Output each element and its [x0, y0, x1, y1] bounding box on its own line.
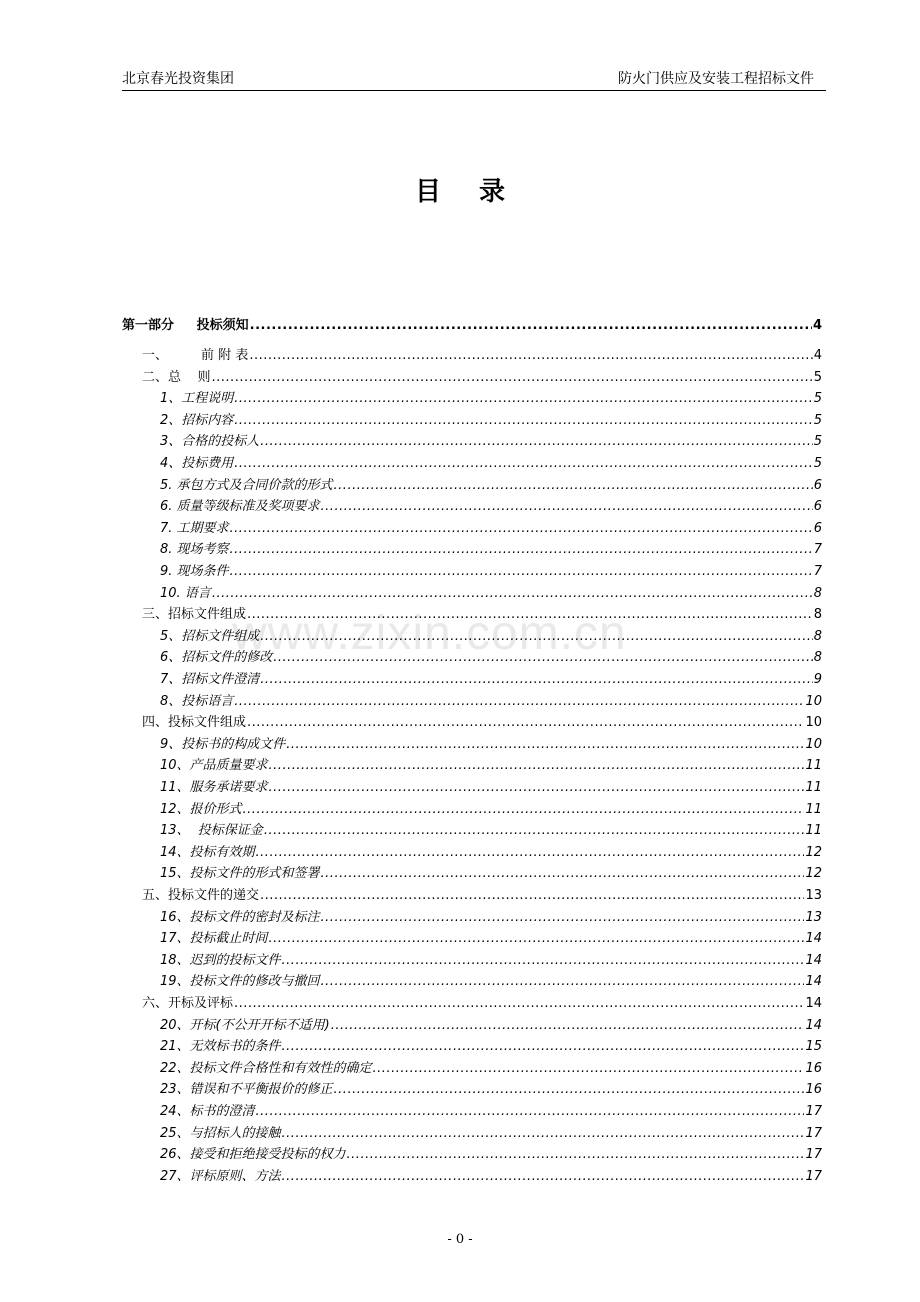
toc-entry[interactable]	[160, 733, 822, 753]
toc-entry[interactable]	[142, 366, 822, 386]
toc-entry-label: 22、投标文件合格性和有效性的确定	[160, 1060, 372, 1076]
toc-entry-label: 12、报价形式	[160, 801, 242, 817]
page-header	[122, 68, 826, 91]
toc-leader-dots	[249, 348, 812, 364]
toc-entry-label: 一、 前 附 表	[142, 348, 249, 363]
toc-leader-dots	[256, 845, 805, 861]
toc-leader-dots	[347, 1147, 805, 1163]
toc-leader-dots	[264, 823, 805, 839]
toc-leader-dots	[212, 586, 813, 602]
toc-leader-dots	[269, 758, 805, 774]
toc-entry-label: 26、接受和拒绝接受投标的权力	[160, 1147, 346, 1163]
toc-entry[interactable]	[160, 430, 822, 450]
toc-entry-page: 9	[813, 672, 822, 687]
toc-entry[interactable]	[160, 949, 822, 969]
toc-entry-page: 14	[805, 974, 822, 990]
toc-entry[interactable]	[160, 776, 822, 796]
toc-entry-label: 7. 工期要求	[160, 520, 229, 536]
toc-leader-dots	[234, 391, 812, 407]
toc-entry-label: 19、投标文件的修改与撤回	[160, 974, 320, 990]
toc-entry[interactable]	[160, 495, 822, 515]
toc-entry-page: 11	[805, 758, 822, 774]
toc-leader-dots	[373, 1061, 805, 1077]
toc-entry[interactable]	[160, 668, 822, 688]
toc-entry-page: 14	[805, 1017, 822, 1033]
toc-entry-label: 8. 现场考察	[160, 542, 229, 558]
toc-entry-page: 6	[813, 499, 822, 515]
toc-leader-dots	[321, 910, 805, 926]
watermark: www.zixin.com.cn	[232, 607, 627, 660]
toc-entry-page: 14	[805, 996, 822, 1011]
toc-entry-label: 5、招标文件组成	[160, 628, 260, 644]
toc-entry[interactable]	[160, 409, 822, 429]
toc-entry-label: 二、总 则	[142, 369, 211, 385]
toc-entry-label: 9. 现场条件	[160, 564, 229, 579]
toc-entry[interactable]	[160, 1100, 822, 1120]
toc-leader-dots	[282, 1126, 805, 1142]
toc-entry-label: 21、无效标书的条件	[160, 1039, 281, 1055]
toc-entry-label: 5. 承包方式及合同价款的形式	[160, 477, 333, 493]
toc-entry[interactable]	[160, 862, 822, 882]
toc-entry[interactable]	[142, 711, 822, 731]
toc-leader-dots	[269, 780, 805, 796]
toc-entry-page: 11	[805, 801, 822, 817]
toc-entry-page: 4	[813, 348, 822, 363]
toc-entry-page: 14	[805, 952, 822, 968]
toc-entry[interactable]	[160, 474, 822, 494]
toc-entry-label: 11、服务承诺要求	[160, 780, 268, 795]
toc-entry-label: 8、投标语言	[160, 693, 234, 709]
toc-entry[interactable]	[160, 841, 822, 861]
toc-leader-dots	[234, 456, 812, 472]
toc-entry[interactable]	[160, 690, 822, 710]
page-number: - 0 -	[447, 1232, 473, 1247]
toc-entry-page: 5	[813, 456, 822, 471]
toc-entry[interactable]	[160, 387, 822, 407]
toc-entry[interactable]	[160, 1035, 822, 1055]
toc-entry-label: 14、投标有效期	[160, 844, 255, 860]
toc-entry-page: 15	[805, 1039, 822, 1055]
toc-leader-dots	[273, 650, 812, 666]
header-document-title: 防火门供应及安装工程招标文件	[618, 71, 814, 87]
toc-leader-dots	[247, 715, 804, 731]
toc-entry[interactable]	[160, 927, 822, 947]
toc-leader-dots	[230, 564, 813, 580]
toc-entry-label: 六、开标及评标	[142, 996, 234, 1011]
toc-entry-label: 6. 质量等级标准及奖项要求	[160, 499, 320, 515]
toc-leader-dots	[334, 1082, 805, 1098]
toc-entry-label: 10、产品质量要求	[160, 758, 268, 774]
toc-entry[interactable]	[160, 560, 822, 580]
toc-entry-page: 17	[805, 1104, 822, 1119]
toc-entry[interactable]	[142, 884, 822, 904]
toc-entry-label: 三、招标文件组成	[142, 607, 247, 623]
toc-entry[interactable]	[160, 819, 822, 839]
header-company: 北京春光投资集团	[122, 71, 234, 87]
toc-entry-label: 4、投标费用	[160, 456, 234, 471]
toc-entry[interactable]	[160, 754, 822, 774]
toc-entry[interactable]	[160, 906, 822, 926]
toc-entry-page: 12	[805, 866, 822, 882]
toc-entry-page: 7	[813, 564, 822, 579]
toc-leader-dots	[282, 1039, 805, 1055]
toc-entry[interactable]	[142, 603, 822, 623]
toc-entry[interactable]	[142, 992, 822, 1012]
toc-leader-dots	[260, 434, 812, 450]
toc-entry-label: 17、投标截止时间	[160, 931, 268, 947]
toc-entry-page: 6	[813, 477, 822, 493]
toc-entry-page: 7	[813, 542, 822, 558]
toc-entry-page: 17	[805, 1125, 822, 1141]
toc-leader-dots	[243, 802, 805, 818]
toc-leader-dots	[234, 996, 804, 1012]
toc-entry-page: 11	[805, 780, 822, 795]
toc-leader-dots	[260, 672, 812, 688]
toc-entry-page: 17	[805, 1168, 822, 1184]
toc-entry-label: 24、标书的澄清	[160, 1104, 255, 1119]
toc-entry[interactable]	[160, 1057, 822, 1077]
toc-entry[interactable]	[160, 1078, 822, 1098]
toc-entry-page: 8	[813, 585, 822, 601]
toc-entry-page: 16	[805, 1060, 822, 1076]
toc-leader-dots	[282, 1169, 805, 1185]
toc-entry[interactable]	[160, 452, 822, 472]
toc-leader-dots	[234, 413, 812, 429]
toc-entry[interactable]	[160, 1165, 822, 1185]
toc-entry-page: 8	[813, 628, 822, 644]
toc-entry-label: 2、招标内容	[160, 412, 234, 428]
toc-leader-dots	[321, 499, 813, 515]
toc-entry-label: 3、合格的投标人	[160, 434, 260, 450]
toc-entry-page: 4	[812, 318, 822, 333]
toc-entry-page: 5	[813, 412, 822, 428]
toc-entry-page: 11	[805, 823, 822, 839]
toc-entry-page: 13	[805, 888, 822, 903]
toc-entry-page: 5	[813, 391, 822, 407]
toc-leader-dots	[212, 370, 813, 386]
toc-entry-page: 13	[805, 909, 822, 925]
toc-leader-dots	[256, 1104, 805, 1120]
toc-entry-label: 6、招标文件的修改	[160, 650, 273, 666]
toc-entry-label: 23、错误和不平衡报价的修正	[160, 1082, 333, 1098]
toc-entry[interactable]	[122, 314, 822, 334]
toc-entry-label: 13、 投标保证金	[160, 823, 263, 839]
toc-entry-page: 8	[813, 607, 822, 623]
toc-entry-label: 15、投标文件的形式和签署	[160, 866, 320, 882]
toc-entry-page: 5	[813, 434, 822, 450]
toc-leader-dots	[250, 318, 812, 334]
toc-entry[interactable]	[160, 646, 822, 666]
toc-entry-label: 16、投标文件的密封及标注	[160, 909, 320, 925]
toc-entry-label: 27、评标原则、方法	[160, 1168, 281, 1184]
toc-entry[interactable]	[160, 625, 822, 645]
page-title: 目录	[414, 177, 543, 207]
toc-entry-page: 16	[805, 1082, 822, 1098]
toc-entry-page: 10	[805, 715, 822, 731]
toc-entry[interactable]	[160, 1014, 822, 1034]
toc-entry-label: 20、开标(不公开开标不适用)	[160, 1017, 330, 1033]
toc-leader-dots	[234, 694, 804, 710]
toc-entry-label: 18、迟到的投标文件	[160, 952, 281, 968]
toc-entry-page: 10	[805, 736, 822, 752]
toc-entry-page: 8	[813, 650, 822, 666]
toc-entry-label: 五、投标文件的递交	[142, 888, 260, 903]
toc-entry[interactable]	[160, 538, 822, 558]
toc-leader-dots	[282, 953, 805, 969]
toc-entry-page: 5	[813, 369, 822, 385]
toc-entry-label: 9、投标书的构成文件	[160, 736, 286, 752]
toc-entry[interactable]	[160, 582, 822, 602]
toc-entry-label: 10. 语言	[160, 585, 211, 601]
toc-leader-dots	[321, 974, 805, 990]
toc-entry-label: 四、投标文件组成	[142, 715, 247, 731]
toc-entry[interactable]	[160, 798, 822, 818]
toc-entry-page: 12	[805, 844, 822, 860]
toc-leader-dots	[331, 1018, 805, 1034]
toc-entry-label: 7、招标文件澄清	[160, 672, 260, 687]
toc-entry[interactable]	[160, 970, 822, 990]
toc-leader-dots	[286, 737, 804, 753]
toc-entry[interactable]	[160, 1143, 822, 1163]
toc-leader-dots	[334, 478, 813, 494]
toc-leader-dots	[321, 866, 805, 882]
toc-entry-page: 10	[805, 693, 822, 709]
toc-entry[interactable]	[142, 344, 822, 364]
toc-entry-page: 14	[805, 931, 822, 947]
toc-leader-dots	[230, 521, 813, 537]
toc-entry-page: 17	[805, 1147, 822, 1163]
toc-entry-label: 第一部分 投标须知	[122, 318, 249, 333]
toc-entry-page: 6	[813, 520, 822, 536]
toc-leader-dots	[230, 542, 813, 558]
toc-entry-label: 25、与招标人的接触	[160, 1125, 281, 1141]
toc-entry-label: 1、工程说明	[160, 391, 234, 407]
toc-entry[interactable]	[160, 1122, 822, 1142]
toc-leader-dots	[247, 607, 813, 623]
toc-leader-dots	[260, 888, 804, 904]
toc-entry[interactable]	[160, 517, 822, 537]
toc-leader-dots	[260, 629, 812, 645]
toc-leader-dots	[269, 931, 805, 947]
